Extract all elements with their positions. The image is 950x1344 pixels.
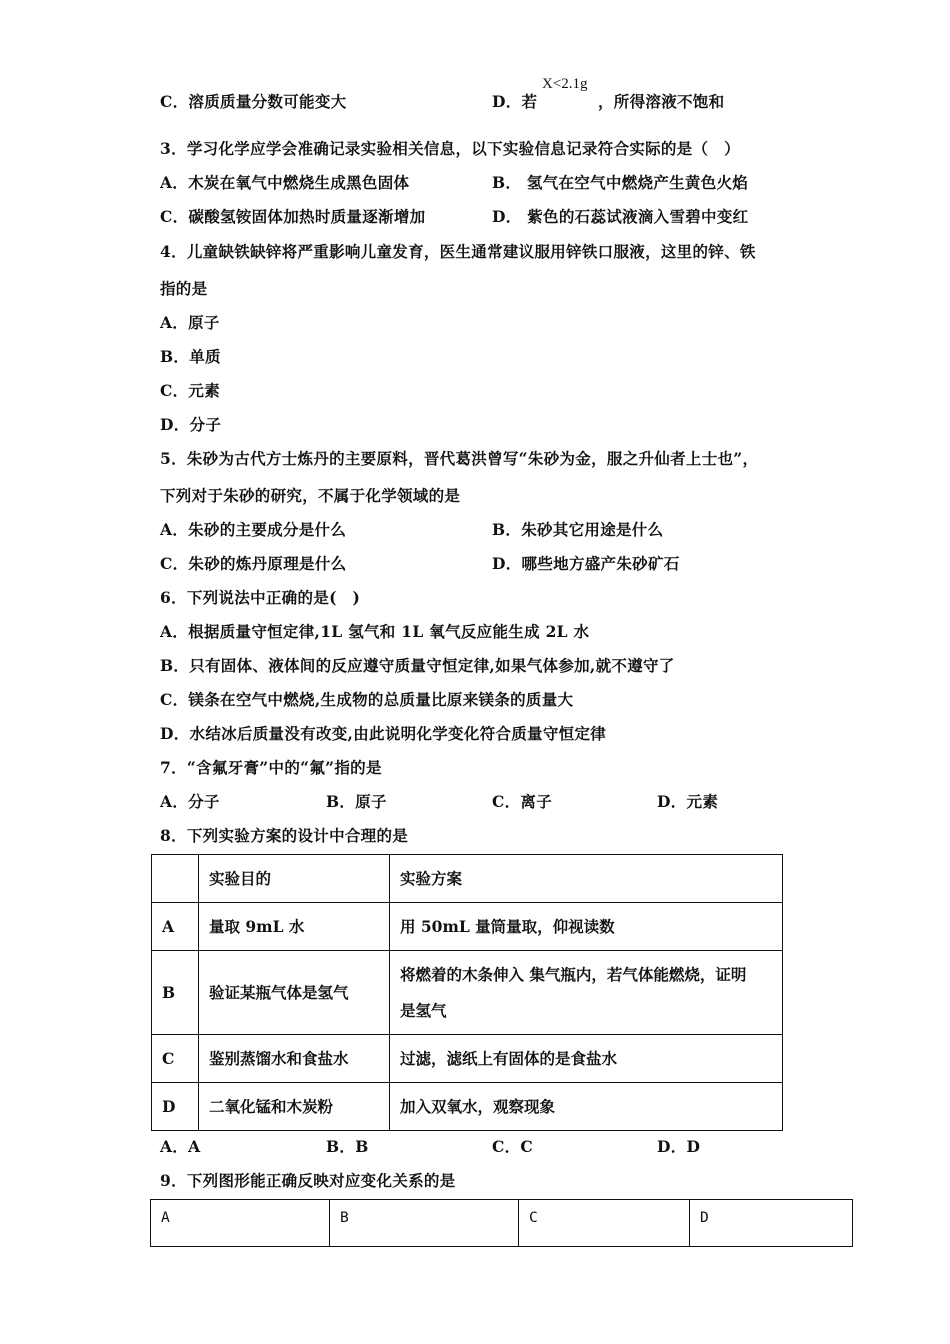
q8-stem bbox=[160, 824, 408, 846]
q8-row-label: C bbox=[152, 1035, 199, 1083]
q2-option-d-prefix: D．若 bbox=[492, 92, 538, 111]
q9-cell-b: B bbox=[330, 1200, 519, 1247]
q2-option-d-formula: X<2.1g bbox=[542, 76, 588, 92]
q8-row-goal: 验证某瓶气体是氢气 bbox=[199, 951, 390, 1035]
q7-option-b: B．原子 bbox=[326, 792, 387, 811]
q2-option-c: C．溶质质量分数可能变大 bbox=[160, 92, 347, 111]
q8-row-plan-line1: 将燃着的木条伸入 集气瓶内，若气体能燃烧，证明 bbox=[400, 964, 747, 984]
table-row bbox=[152, 1083, 783, 1131]
q4-stem-line2: 指的是 bbox=[160, 279, 208, 298]
table-row bbox=[151, 1200, 853, 1247]
q9-cell-d: D bbox=[690, 1200, 853, 1247]
q9-table bbox=[150, 1199, 853, 1247]
q3-option-b: B． 氢气在空气中燃烧产生黄色火焰 bbox=[492, 173, 749, 192]
q5-option-c: C．朱砂的炼丹原理是什么 bbox=[160, 554, 347, 573]
q8-option-d: D．D bbox=[657, 1137, 701, 1156]
q7-option-d: D．元素 bbox=[657, 792, 719, 811]
q8-option-c: C．C bbox=[492, 1137, 534, 1156]
q8-row-goal: 鉴别蒸馏水和食盐水 bbox=[199, 1035, 390, 1083]
q7-stem: 7．“含氟牙膏”中的“氟”指的是 bbox=[160, 758, 382, 777]
q5-option-b: B．朱砂其它用途是什么 bbox=[492, 520, 664, 539]
q8-header-blank bbox=[152, 855, 199, 903]
q7-option-c: C．离子 bbox=[492, 792, 553, 811]
q3-option-a: A．木炭在氧气中燃烧生成黑色固体 bbox=[160, 173, 410, 192]
q8-row-plan: 加入双氧水，观察现象 bbox=[390, 1083, 783, 1131]
q8-row-label: B bbox=[152, 951, 199, 1035]
q8-row-goal: 量取 9mL 水 bbox=[199, 903, 390, 951]
q8-header-goal: 实验目的 bbox=[199, 855, 390, 903]
q3-stem: 3．学习化学应学会准确记录实验相关信息，以下实验信息记录符合实际的是（ ） bbox=[160, 139, 740, 158]
q6-option-a: A．根据质量守恒定律,1L 氢气和 1L 氧气反应能生成 2L 水 bbox=[160, 622, 590, 641]
q8-option-b: B．B bbox=[326, 1137, 369, 1156]
q5-option-a: A．朱砂的主要成分是什么 bbox=[160, 520, 347, 539]
q9-cell-a: A bbox=[151, 1200, 330, 1247]
q8-table bbox=[151, 854, 783, 1131]
q5-stem-line1: 5．朱砂为古代方士炼丹的主要原料，晋代葛洪曾写“朱砂为金，服之升仙者上士也”， bbox=[160, 449, 759, 468]
q3-option-d: D． 紫色的石蕊试液滴入雪碧中变红 bbox=[492, 207, 749, 226]
q8-option-a: A．A bbox=[160, 1137, 201, 1156]
q3-option-c: C．碳酸氢铵固体加热时质量逐渐增加 bbox=[160, 207, 426, 226]
q6-option-b: B．只有固体、液体间的反应遵守质量守恒定律,如果气体参加,就不遵守了 bbox=[160, 656, 675, 675]
q4-option-b: B．单质 bbox=[160, 347, 221, 366]
q6-stem: 6．下列说法中正确的是( ) bbox=[160, 588, 361, 607]
q8-row-plan-line2: 是氢气 bbox=[400, 1000, 447, 1020]
q4-stem-line1: 4．儿童缺铁缺锌将严重影响儿童发育，医生通常建议服用锌铁口服液，这里的锌、铁 bbox=[160, 242, 756, 261]
table-row bbox=[152, 903, 783, 951]
q8-header-plan: 实验方案 bbox=[390, 855, 783, 903]
q8-row-plan: 用 50mL 量筒量取，仰视读数 bbox=[390, 903, 783, 951]
q7-option-a: A．分子 bbox=[160, 792, 220, 811]
q8-row-goal: 二氧化锰和木炭粉 bbox=[199, 1083, 390, 1131]
table-row bbox=[152, 1035, 783, 1083]
q8-row-plan bbox=[390, 951, 783, 1035]
q8-stem-text: 8．下列实验方案的设计中合理的是 bbox=[160, 826, 409, 845]
q5-stem-line2: 下列对于朱砂的研究，不属于化学领域的是 bbox=[160, 486, 461, 505]
q6-option-d: D．水结冰后质量没有改变,由此说明化学变化符合质量守恒定律 bbox=[160, 724, 607, 743]
q2-option-d-suffix: ，所得溶液不饱和 bbox=[598, 92, 725, 111]
q4-option-c: C．元素 bbox=[160, 381, 221, 400]
q5-option-d: D．哪些地方盛产朱砂矿石 bbox=[492, 554, 680, 573]
q4-option-a: A．原子 bbox=[160, 313, 220, 332]
q9-stem: 9．下列图形能正确反映对应变化关系的是 bbox=[160, 1171, 456, 1190]
q9-cell-c: C bbox=[519, 1200, 690, 1247]
q8-header-row bbox=[152, 855, 783, 903]
q8-row-plan: 过滤，滤纸上有固体的是食盐水 bbox=[390, 1035, 783, 1083]
q8-row-label: D bbox=[152, 1083, 199, 1131]
q6-option-c: C．镁条在空气中燃烧,生成物的总质量比原来镁条的质量大 bbox=[160, 690, 574, 709]
q8-row-label: A bbox=[152, 903, 199, 951]
table-row bbox=[152, 951, 783, 1035]
q4-option-d: D．分子 bbox=[160, 415, 222, 434]
